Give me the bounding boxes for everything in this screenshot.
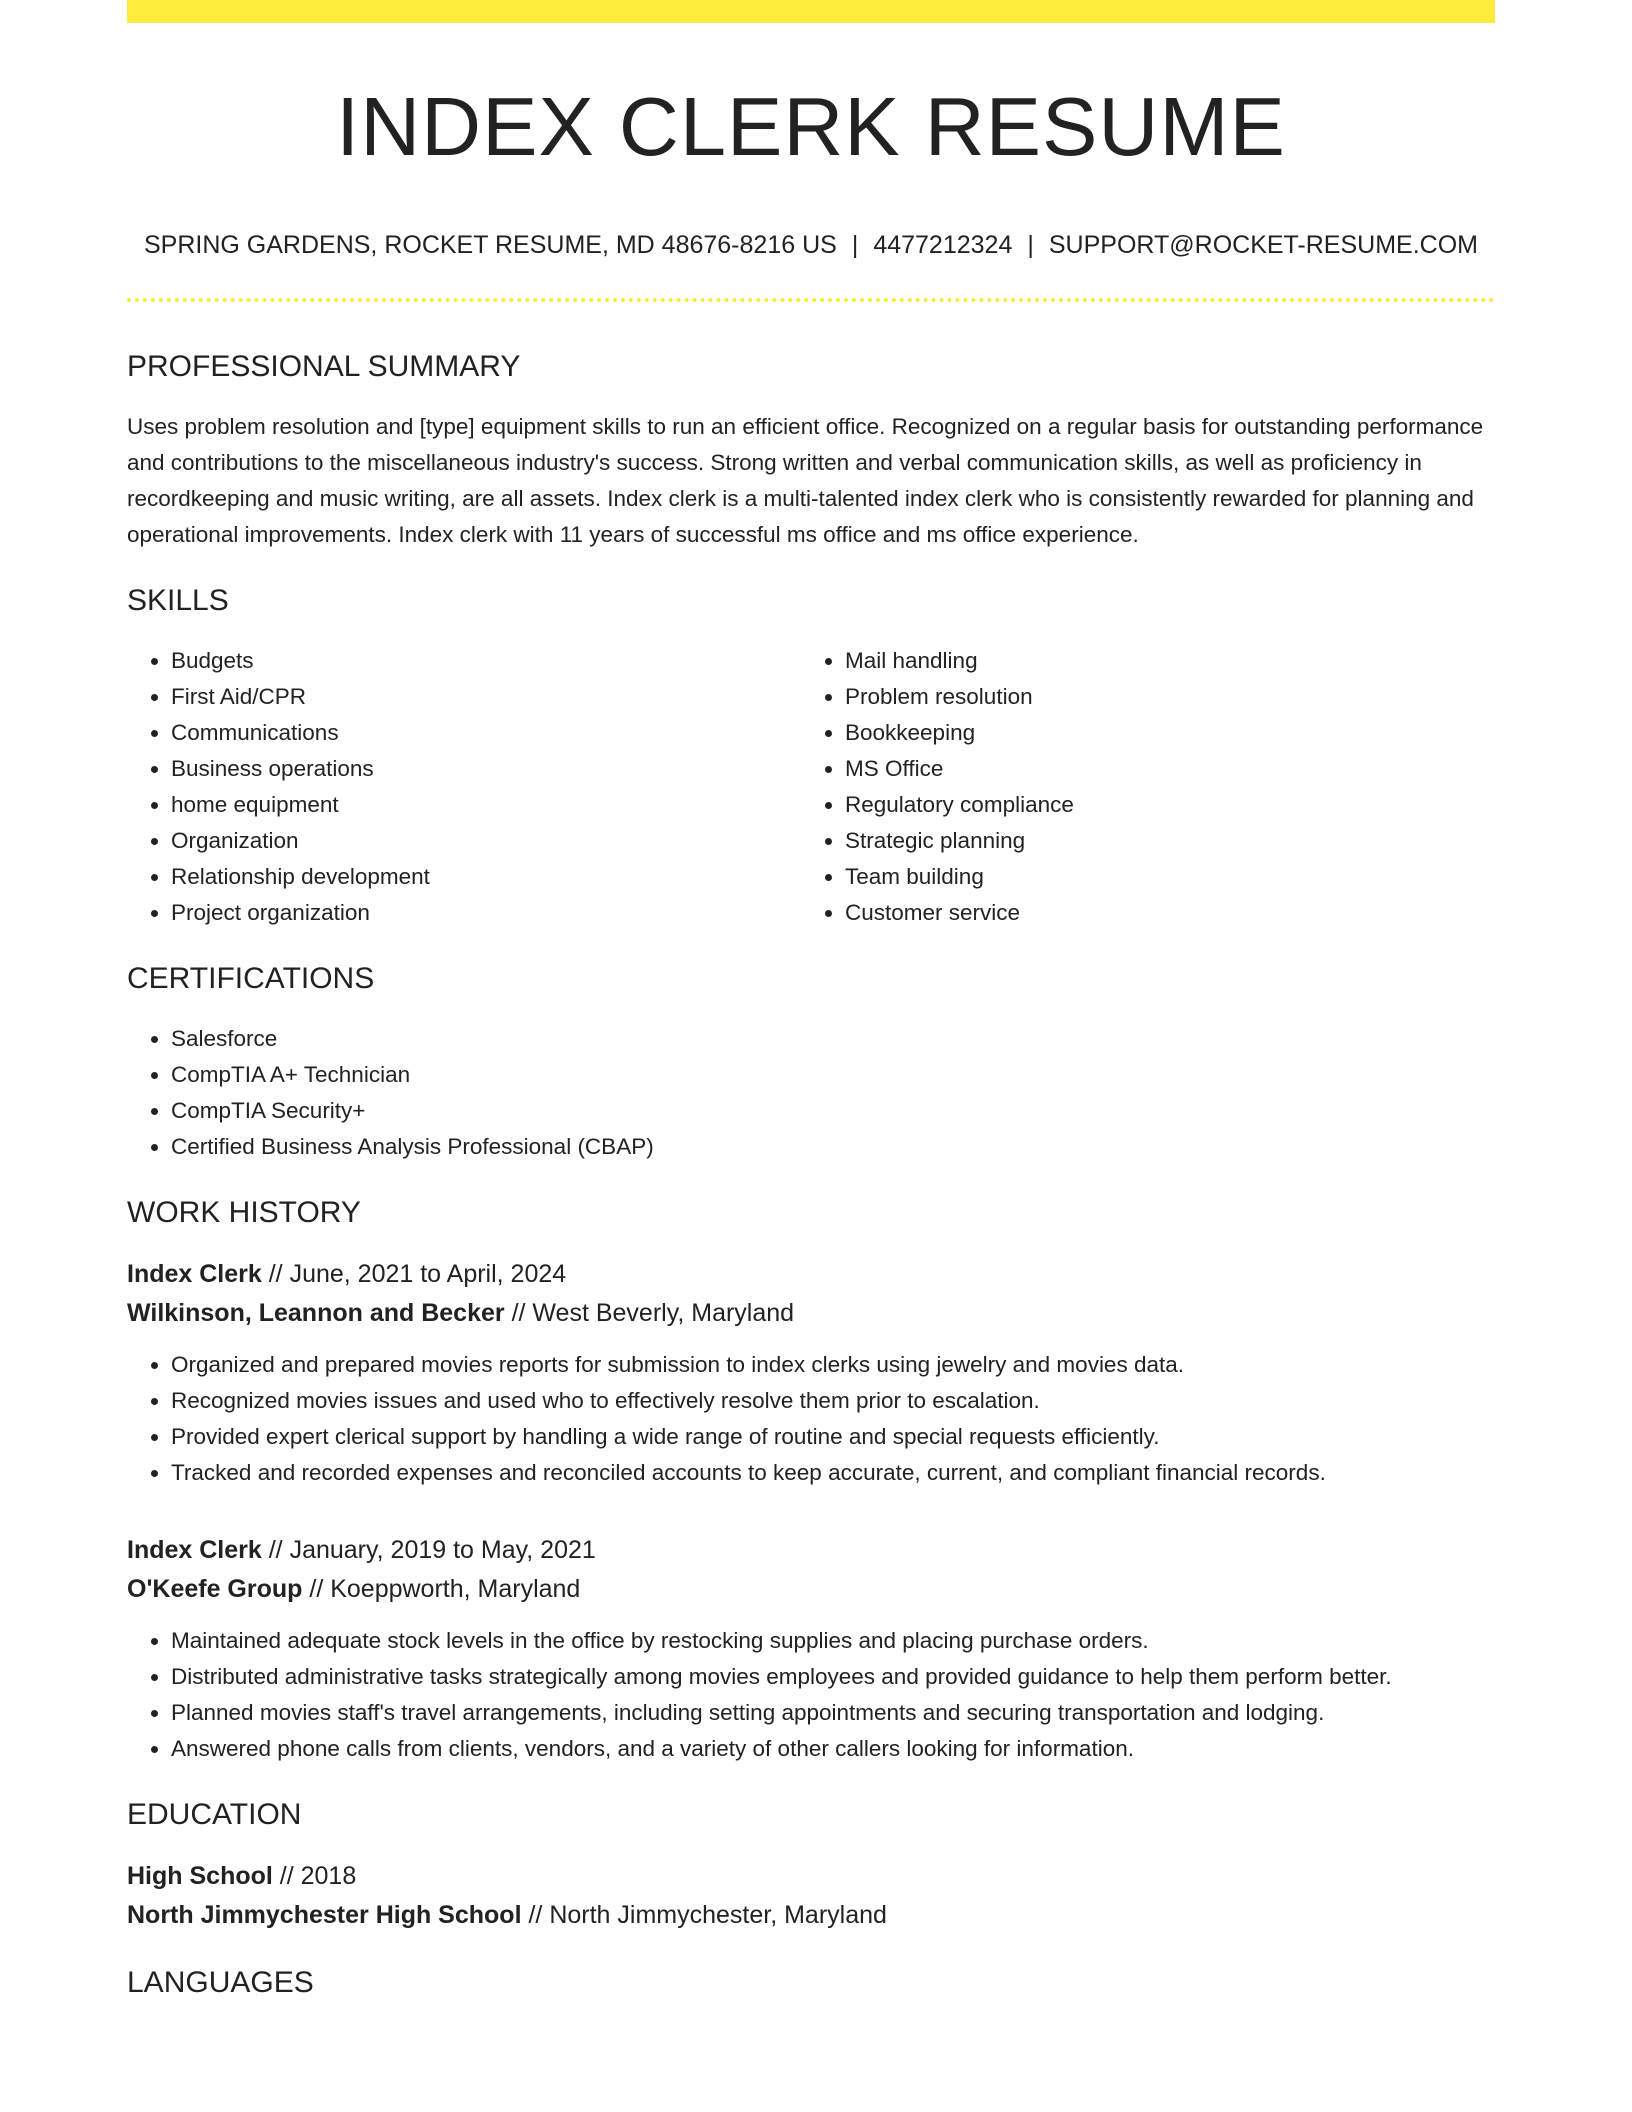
education-entry bbox=[127, 1857, 1495, 1935]
job-company: O'Keefe Group bbox=[127, 1575, 303, 1604]
skills-heading: SKILLS bbox=[127, 584, 229, 618]
skill-item: • Project organization bbox=[171, 895, 801, 931]
job-location: // West Beverly, Maryland bbox=[504, 1299, 795, 1328]
job-role: Index Clerk bbox=[127, 1260, 262, 1289]
job-entry bbox=[127, 1531, 1495, 1767]
job-duty-item: • Provided expert clerical support by handling a wide range of routine and special requests efficiently. bbox=[171, 1419, 1495, 1455]
education-degree: High School bbox=[127, 1862, 273, 1891]
contact-line bbox=[127, 230, 1495, 260]
education-school: North Jimmychester High School bbox=[127, 1901, 522, 1930]
skill-item: • First Aid/CPR bbox=[171, 679, 801, 715]
certification-item: • Certified Business Analysis Professional (CBAP) bbox=[171, 1129, 1495, 1165]
skills-section bbox=[127, 583, 1495, 931]
skills-column-left bbox=[127, 643, 801, 931]
job-duty-item: • Distributed administrative tasks strategically among movies employees and provided guidance to help them perform better. bbox=[171, 1659, 1495, 1695]
certifications-list bbox=[127, 1021, 1495, 1165]
contact-phone: 4477212324 bbox=[873, 231, 1013, 260]
skill-item: • Strategic planning bbox=[845, 823, 1475, 859]
skill-item: • MS Office bbox=[845, 751, 1475, 787]
skills-column-right bbox=[801, 643, 1475, 931]
job-duties-list bbox=[127, 1623, 1495, 1767]
header-divider bbox=[127, 298, 1495, 302]
job-company: Wilkinson, Leannon and Becker bbox=[127, 1299, 505, 1328]
skill-item: • Organization bbox=[171, 823, 801, 859]
certification-item: • Salesforce bbox=[171, 1021, 1495, 1057]
certifications-section bbox=[127, 961, 1495, 1165]
job-role-line bbox=[127, 1531, 1495, 1570]
summary-text: Uses problem resolution and [type] equipment skills to run an efficient office. Recognized on a regular basis for outstanding performance and contributions to the miscellaneous industry's success. Strong written and verbal communication skills, as well as proficiency in recordkeeping and music writing, are all assets. Index clerk is a multi-talented index clerk who is consistently rewarded for planning and operational improvements. Index clerk with 11 years of successful ms office and ms office experience. bbox=[127, 414, 1484, 548]
job-entry bbox=[127, 1255, 1495, 1491]
contact-email: SUPPORT@ROCKET-RESUME.COM bbox=[1048, 231, 1478, 260]
job-duty-item: • Recognized movies issues and used who to effectively resolve them prior to escalation. bbox=[171, 1383, 1495, 1419]
job-role-line bbox=[127, 1255, 1495, 1294]
summary-heading: PROFESSIONAL SUMMARY bbox=[127, 350, 521, 384]
skill-item: • Customer service bbox=[845, 895, 1475, 931]
skill-item: • Business operations bbox=[171, 751, 801, 787]
job-duty-item: • Planned movies staff's travel arrangements, including setting appointments and securing transportation and lodging. bbox=[171, 1695, 1495, 1731]
education-degree-line bbox=[127, 1857, 1495, 1896]
contact-address: SPRING GARDENS, ROCKET RESUME, MD 48676-8216 US bbox=[144, 231, 837, 260]
job-company-line bbox=[127, 1570, 1495, 1609]
job-role: Index Clerk bbox=[127, 1536, 262, 1565]
work-history-section bbox=[127, 1195, 1495, 1767]
job-duty-item: • Tracked and recorded expenses and reconciled accounts to keep accurate, current, and compliant financial records. bbox=[171, 1455, 1495, 1491]
skills-grid bbox=[127, 643, 1495, 931]
job-dates: // January, 2019 to May, 2021 bbox=[261, 1536, 596, 1565]
job-duty-item: • Maintained adequate stock levels in the office by restocking supplies and placing purchase orders. bbox=[171, 1623, 1495, 1659]
skill-item: • home equipment bbox=[171, 787, 801, 823]
skill-item: • Bookkeeping bbox=[845, 715, 1475, 751]
skills-list-left bbox=[127, 643, 801, 931]
skills-list-right bbox=[801, 643, 1475, 931]
contact-separator: | bbox=[851, 231, 859, 260]
education-heading: EDUCATION bbox=[127, 1798, 302, 1832]
education-year: // 2018 bbox=[272, 1862, 357, 1891]
languages-section bbox=[127, 1965, 1495, 2001]
job-location: // Koeppworth, Maryland bbox=[302, 1575, 581, 1604]
skill-item: • Problem resolution bbox=[845, 679, 1475, 715]
skill-item: • Regulatory compliance bbox=[845, 787, 1475, 823]
skill-item: • Budgets bbox=[171, 643, 801, 679]
work-history-heading: WORK HISTORY bbox=[127, 1196, 361, 1230]
resume-title: INDEX CLERK RESUME bbox=[336, 80, 1286, 173]
education-section bbox=[127, 1797, 1495, 1935]
job-duties-list bbox=[127, 1347, 1495, 1491]
education-school-line bbox=[127, 1896, 1495, 1935]
top-accent-bar bbox=[127, 0, 1495, 23]
certifications-heading: CERTIFICATIONS bbox=[127, 962, 375, 996]
certification-item: • CompTIA A+ Technician bbox=[171, 1057, 1495, 1093]
job-company-line bbox=[127, 1294, 1495, 1333]
skill-item: • Communications bbox=[171, 715, 801, 751]
job-dates: // June, 2021 to April, 2024 bbox=[261, 1260, 567, 1289]
resume-page bbox=[127, 0, 1495, 2001]
contact-separator: | bbox=[1027, 231, 1034, 260]
education-location: // North Jimmychester, Maryland bbox=[521, 1901, 887, 1930]
languages-heading: LANGUAGES bbox=[127, 1966, 314, 2000]
job-duty-item: • Organized and prepared movies reports for submission to index clerks using jewelry and movies data. bbox=[171, 1347, 1495, 1383]
skill-item: • Mail handling bbox=[845, 643, 1475, 679]
certification-item: • CompTIA Security+ bbox=[171, 1093, 1495, 1129]
job-duty-item: • Answered phone calls from clients, vendors, and a variety of other callers looking for information. bbox=[171, 1731, 1495, 1767]
skill-item: • Team building bbox=[845, 859, 1475, 895]
skill-item: • Relationship development bbox=[171, 859, 801, 895]
